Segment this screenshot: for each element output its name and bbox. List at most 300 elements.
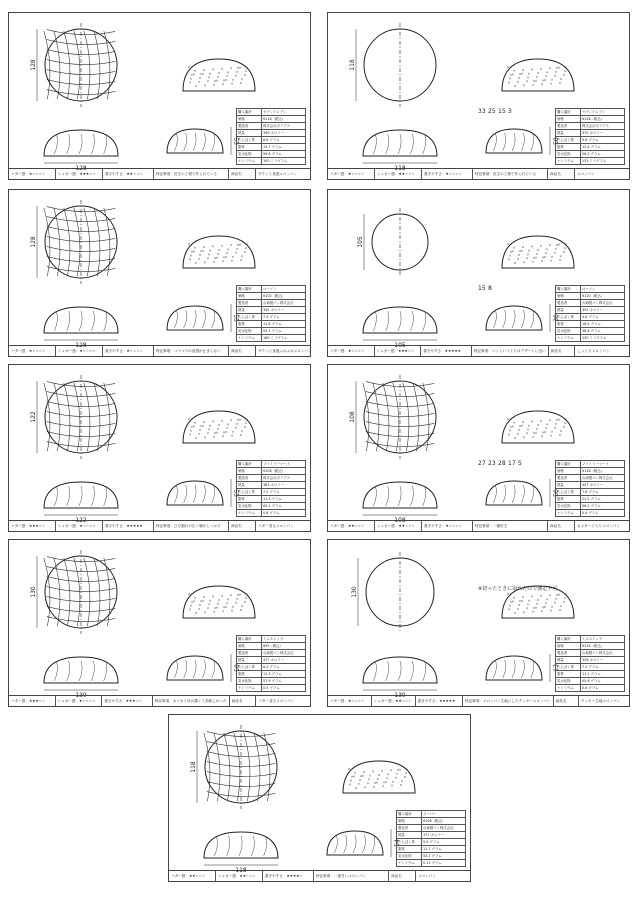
sugar-rating: シュガー感：★★☆☆☆ [375, 521, 422, 531]
spec-row [237, 671, 306, 678]
spec-label: ナトリウム [556, 158, 581, 165]
spec-label: 購入場所 [237, 109, 262, 116]
measurement-note: ※切ったときに崩れたので測定不可 [478, 586, 558, 592]
rating-footer [9, 695, 310, 706]
dim-side-vertical: 30 [553, 314, 560, 322]
spec-label: 炭水化物 [237, 678, 262, 685]
top-view-drawing [204, 731, 277, 803]
spec-label: 脂質 [556, 144, 581, 151]
spec-row [237, 314, 306, 321]
spec-sheet-8 [327, 539, 630, 707]
spec-value: 山崎製パン株式会社 [262, 300, 306, 307]
side-view-drawing [183, 586, 255, 618]
spec-value: ¥108（税込） [422, 818, 466, 825]
spec-value: ファミリーマート [262, 461, 306, 468]
spec-label: たんぱく質 [237, 137, 262, 144]
remark-text: 特記事項：カリカリ皮の濃くて美味しかった [153, 696, 230, 706]
butter-rating: バター感：★☆☆☆☆ [328, 346, 375, 356]
spec-row [237, 657, 306, 664]
spec-value: ¥120（税込） [581, 293, 625, 300]
spec-sheet-4 [327, 189, 630, 357]
spec-row [237, 151, 306, 158]
spec-row [556, 151, 625, 158]
spec-row [237, 643, 306, 650]
spec-row [237, 475, 306, 482]
dim-side-vertical: 55 [234, 489, 241, 497]
spec-value: 4.8 グラム [581, 314, 625, 321]
dim-bottom-horizontal: 108 [394, 517, 406, 524]
spec-label: 熱量 [237, 130, 262, 137]
top-view-drawing [44, 556, 117, 628]
spec-label: 購入場所 [397, 811, 422, 818]
product-label: 商品名 [230, 696, 257, 706]
cross-view-drawing [486, 306, 542, 330]
spec-row [237, 503, 306, 510]
spec-label: 製造者 [556, 475, 581, 482]
dim-bottom-horizontal: 128 [75, 165, 87, 172]
spec-value: 328 カロリー [581, 657, 625, 664]
spec-value: 18.4 グラム [581, 321, 625, 328]
spec-value: 45.6 グラム [581, 678, 625, 685]
spec-value: 11.7 グラム [422, 846, 466, 853]
spec-label: 脂質 [237, 321, 262, 328]
dim-extra: 3 [508, 108, 512, 115]
spec-sheet-9 [168, 714, 471, 882]
spec-row [397, 818, 466, 825]
spec-value: 山崎製パン株式会社 [581, 300, 625, 307]
side-view-drawing [343, 761, 415, 793]
product-name: サクッと食感ふかふかメロンパン [258, 349, 312, 353]
spec-row [556, 307, 625, 314]
spec-label: 炭水化物 [556, 151, 581, 158]
spec-row [397, 860, 466, 867]
spec-value: ¥118（税込） [262, 116, 306, 123]
butter-rating: バター感：★★☆☆☆ [328, 521, 375, 531]
spec-row [237, 461, 306, 468]
spec-label: 炭水化物 [556, 678, 581, 685]
spec-row [556, 130, 625, 137]
bottom-view-drawing [44, 307, 118, 333]
spec-row [237, 636, 306, 643]
dim-extra: 17 [508, 460, 516, 467]
spec-value: 57.9 グラム [262, 678, 306, 685]
spec-value: 11.6 グラム [262, 321, 306, 328]
spec-row [237, 137, 306, 144]
spec-value: 8.2 グラム [262, 664, 306, 671]
spec-value: 7.6 グラム [581, 489, 625, 496]
product-name: バター香るメロンパン [258, 699, 295, 703]
spec-label: ナトリウム [556, 685, 581, 692]
spec-label: 熱量 [556, 130, 581, 137]
spec-value: 38.4 グラム [581, 328, 625, 335]
spec-label: 価格 [237, 293, 262, 300]
dim-top-vertical: 128 [30, 236, 37, 248]
product-label: 商品名 [229, 169, 256, 179]
ease-rating: 書きやすさ：★★★★☆ [263, 871, 314, 881]
spec-row [397, 853, 466, 860]
spec-sheet-5 [8, 364, 311, 532]
product-label: 商品名 [549, 346, 576, 356]
spec-label: 購入場所 [556, 109, 581, 116]
remark-text: 特記事項：ひび割れの広い層がしっかり [154, 521, 229, 531]
spec-value: 56.2 グラム [581, 503, 625, 510]
spec-table [236, 635, 306, 692]
spec-row [397, 811, 466, 818]
spec-label: たんぱく質 [556, 489, 581, 496]
spec-row [556, 335, 625, 342]
dim-bottom-horizontal: 130 [394, 692, 406, 699]
spec-row [556, 109, 625, 116]
spec-row [237, 321, 306, 328]
spec-value: 53.3 グラム [262, 328, 306, 335]
spec-label: 製造者 [556, 650, 581, 657]
product-label: 商品名 [548, 169, 575, 179]
spec-value: ファミリーマート [581, 461, 625, 468]
spec-label: 熱量 [556, 657, 581, 664]
product-name: メロンパン [577, 172, 595, 176]
ease-rating: 書きやすさ：★★★★★ [103, 521, 154, 531]
product-name: カスタード入りメロンパン [577, 524, 620, 528]
dim-side-vertical: 13 [553, 664, 560, 672]
spec-value: 63.1 グラム [262, 503, 306, 510]
side-view-drawing [183, 411, 255, 443]
butter-rating: バター感：★★★☆☆ [9, 696, 56, 706]
dim-bottom-horizontal: 118 [394, 165, 406, 172]
dim-top-vertical: 118 [349, 59, 356, 71]
spec-row [237, 650, 306, 657]
spec-value: ¥128（税込） [581, 116, 625, 123]
spec-value: 370 カロリー [581, 130, 625, 137]
spec-label: 価格 [237, 468, 262, 475]
spec-row [237, 468, 306, 475]
product-label: 商品名 [548, 521, 575, 531]
ease-rating: 書きやすさ：★★☆☆☆ [103, 169, 154, 179]
spec-row [556, 158, 625, 165]
butter-rating: バター感：★☆☆☆☆ [328, 169, 375, 179]
spec-value: セブンイレブン [581, 109, 625, 116]
spec-label: 製造者 [397, 825, 422, 832]
cross-view-drawing [167, 306, 223, 330]
sugar-rating: シュガー感：★★★☆☆ [375, 346, 422, 356]
spec-table [236, 460, 306, 517]
dim-side-vertical: 58 [553, 137, 560, 145]
spec-table [236, 108, 306, 165]
ease-rating: 書きやすさ：★★★★★ [416, 696, 463, 706]
spec-label: たんぱく質 [237, 314, 262, 321]
butter-rating: バター感：★★☆☆☆ [169, 871, 216, 881]
dim-top-vertical: 130 [30, 586, 37, 598]
dim-side-vertical: 50 [234, 664, 241, 672]
spec-value: 株式会社ポリアス [262, 475, 306, 482]
spec-label: 購入場所 [556, 636, 581, 643]
spec-label: 購入場所 [556, 461, 581, 468]
spec-row [556, 116, 625, 123]
spec-value: 11.3 グラム [262, 671, 306, 678]
spec-value: ローソン [262, 286, 306, 293]
cross-view-drawing [327, 831, 383, 855]
spec-value: ¥102（税込） [262, 293, 306, 300]
spec-row [556, 510, 625, 517]
dim-extra: 27 [478, 460, 486, 467]
spec-value: 11.3 グラム [262, 496, 306, 503]
spec-row [556, 293, 625, 300]
spec-row [556, 321, 625, 328]
ease-rating: 書きやすさ：★☆☆☆☆ [422, 169, 473, 179]
spec-value: 株式会社ポリアス [262, 123, 306, 130]
spec-value: ¥128（税込） [581, 468, 625, 475]
bottom-view-drawing [363, 307, 437, 333]
spec-value: 399 カロリー [262, 130, 306, 137]
dim-side-vertical: 55 [234, 137, 241, 145]
spec-label: 炭水化物 [556, 328, 581, 335]
spec-value: 0.4 グラム [581, 510, 625, 517]
spec-label: 脂質 [556, 671, 581, 678]
product-label: 商品名 [229, 521, 256, 531]
spec-label: 熱量 [237, 482, 262, 489]
spec-value: 130 ミリグラム [581, 335, 625, 342]
spec-value: 352 カロリー [581, 307, 625, 314]
spec-label: 熱量 [237, 657, 262, 664]
spec-label: たんぱく質 [556, 664, 581, 671]
spec-label: ナトリウム [556, 510, 581, 517]
ease-rating: 書きやすさ：★★★★★ [421, 346, 472, 356]
spec-label: 脂質 [556, 321, 581, 328]
spec-label: ナトリウム [556, 335, 581, 342]
dim-top-vertical: 118 [190, 761, 197, 773]
spec-row [556, 482, 625, 489]
spec-value: 9.6 グラム [581, 137, 625, 144]
product-label: 商品名 [554, 696, 579, 706]
dim-top-vertical: 128 [30, 59, 37, 71]
bottom-view-drawing [44, 657, 118, 683]
bottom-view-drawing [44, 482, 118, 508]
spec-label: 炭水化物 [237, 328, 262, 335]
cross-view-drawing [167, 129, 223, 153]
side-view-drawing [502, 236, 574, 268]
rating-footer [9, 345, 310, 356]
spec-row [556, 636, 625, 643]
spec-row [237, 482, 306, 489]
spec-row [237, 489, 306, 496]
top-view-drawing [44, 381, 117, 453]
spec-label: 製造者 [556, 123, 581, 130]
rating-footer [9, 520, 310, 531]
spec-label: 製造者 [237, 650, 262, 657]
spec-value: 53.2 グラム [422, 853, 466, 860]
spec-label: ナトリウム [397, 860, 422, 867]
spec-row [237, 300, 306, 307]
side-view-drawing [502, 59, 574, 91]
spec-row [556, 671, 625, 678]
spec-row [237, 335, 306, 342]
dim-side-vertical: 50 [553, 489, 560, 497]
spec-row [237, 307, 306, 314]
spec-label: 熱量 [237, 307, 262, 314]
remark-text: 特記事項：一番甘いメロンパン [314, 871, 389, 881]
spec-row [556, 496, 625, 503]
spec-row [556, 503, 625, 510]
product-label: 商品名 [389, 871, 416, 881]
spec-label: 購入場所 [237, 636, 262, 643]
spec-row [556, 314, 625, 321]
spec-label: 価格 [397, 818, 422, 825]
cross-view-drawing [486, 129, 542, 153]
spec-value: 0.6 グラム [262, 510, 306, 517]
spec-label: たんぱく質 [237, 664, 262, 671]
dim-extra: 33 [478, 108, 486, 115]
dim-extra: 25 [488, 108, 496, 115]
spec-label: たんぱく質 [556, 137, 581, 144]
dim-extra: 8 [488, 285, 492, 292]
spec-table [555, 460, 625, 517]
remark-text: 特記事項：パンというよりはデザートに近い [472, 346, 549, 356]
spec-row [397, 839, 466, 846]
spec-label: 脂質 [237, 671, 262, 678]
spec-label: 熱量 [556, 307, 581, 314]
spec-sheet-2 [327, 12, 630, 180]
bottom-view-drawing [363, 130, 437, 156]
cross-view-drawing [167, 481, 223, 505]
spec-label: 炭水化物 [397, 853, 422, 860]
sugar-rating: シュガー感：★★☆☆☆ [372, 696, 416, 706]
spec-value: 100 ミリグラム [262, 158, 306, 165]
spec-value: 12.4 グラム [581, 144, 625, 151]
spec-label: 炭水化物 [237, 503, 262, 510]
butter-rating: バター感：★☆☆☆☆ [328, 696, 372, 706]
spec-label: たんぱく質 [397, 839, 422, 846]
dim-extra: 15 [478, 285, 486, 292]
dim-top-vertical: 108 [349, 411, 356, 423]
spec-label: 価格 [556, 116, 581, 123]
spec-value: 59.8 グラム [262, 151, 306, 158]
spec-value: 447 カロリー [581, 482, 625, 489]
dim-side-vertical: 55 [234, 314, 241, 322]
spec-value: 7.2 グラム [262, 489, 306, 496]
spec-value: 山崎製パン株式会社 [581, 475, 625, 482]
spec-label: 脂質 [556, 496, 581, 503]
spec-value: ミニストップ [581, 636, 625, 643]
spec-row [556, 643, 625, 650]
spec-label: ナトリウム [237, 335, 262, 342]
dim-top-vertical: 105 [357, 236, 364, 248]
spec-label: ナトリウム [237, 510, 262, 517]
spec-value: 13.7 グラム [262, 144, 306, 151]
spec-value: 0.13 グラム [422, 860, 466, 867]
spec-value: 株式会社ポリアス [581, 123, 625, 130]
spec-value: 383 カロリー [262, 482, 306, 489]
spec-value: 0.5 グラム [262, 685, 306, 692]
spec-label: 脂質 [237, 496, 262, 503]
ease-rating: 書きやすさ：★☆☆☆☆ [103, 346, 154, 356]
spec-table [555, 108, 625, 165]
spec-row [237, 130, 306, 137]
spec-table [396, 810, 466, 867]
dim-bottom-horizontal: 128 [75, 342, 87, 349]
spec-row [556, 468, 625, 475]
spec-row [237, 123, 306, 130]
spec-value: 山崎製パン株式会社 [581, 650, 625, 657]
ease-rating: 書きやすさ：★☆☆☆☆ [422, 521, 473, 531]
rating-footer [328, 345, 629, 356]
spec-sheet-1 [8, 12, 311, 180]
dim-extra: 15 [498, 108, 506, 115]
spec-label: たんぱく質 [237, 489, 262, 496]
spec-sheet-3 [8, 189, 311, 357]
product-name: クッキー生地メロンパン [580, 699, 621, 703]
spec-label: 価格 [556, 468, 581, 475]
top-view-drawing [44, 206, 117, 278]
spec-label: 製造者 [237, 300, 262, 307]
product-name: メロンパン [418, 874, 436, 878]
spec-label: 価格 [556, 293, 581, 300]
spec-row [556, 664, 625, 671]
spec-label: 製造者 [556, 300, 581, 307]
butter-rating: バター感：★★★☆☆ [9, 521, 56, 531]
rating-footer [9, 168, 310, 179]
spec-value: 山崎製パン株式会社 [422, 825, 466, 832]
spec-value: 377 カロリー [422, 832, 466, 839]
product-name: バター香るメロンパン [258, 524, 294, 528]
spec-label: 脂質 [397, 846, 422, 853]
bottom-view-drawing [44, 130, 118, 156]
spec-label: 熱量 [397, 832, 422, 839]
remark-text: 特記事項：一番好き [473, 521, 548, 531]
spec-row [556, 685, 625, 692]
remark-text: 特記事項：皮生の工程で作られている [473, 169, 548, 179]
spec-value: セブンイレブン [262, 109, 306, 116]
spec-label: 価格 [237, 643, 262, 650]
spec-row [237, 158, 306, 165]
dim-side-vertical: 54 [394, 839, 401, 847]
side-view-drawing [183, 59, 255, 91]
side-view-drawing [183, 236, 255, 268]
spec-row [556, 461, 625, 468]
dim-bottom-horizontal: 130 [75, 692, 87, 699]
butter-rating: バター感：★☆☆☆☆ [9, 169, 56, 179]
spec-value: 56.2 グラム [581, 151, 625, 158]
spec-row [556, 678, 625, 685]
dim-extra: 28 [498, 460, 506, 467]
sugar-rating: シュガー感：★☆☆☆☆ [56, 521, 103, 531]
spec-value: 377 カロリー [262, 657, 306, 664]
spec-sheet-7 [8, 539, 311, 707]
spec-row [556, 137, 625, 144]
spec-label: 購入場所 [237, 286, 262, 293]
remark-text: 特記事項：メロンパン生地にしたクッキーメロンパン [463, 696, 554, 706]
dim-extra: 23 [488, 460, 496, 467]
spec-row [556, 328, 625, 335]
spec-value: 7.3 グラム [262, 314, 306, 321]
spec-value: 0.6 グラム [581, 685, 625, 692]
spec-row [237, 496, 306, 503]
dim-top-vertical: 122 [30, 411, 37, 423]
spec-label: たんぱく質 [556, 314, 581, 321]
spec-value: ¥135（税込） [581, 643, 625, 650]
sugar-rating: シュガー感：★☆☆☆☆ [56, 346, 103, 356]
spec-value: 180 ミリグラム [262, 335, 306, 342]
spec-sheet-6 [327, 364, 630, 532]
spec-row [237, 293, 306, 300]
spec-value: 21.2 グラム [581, 496, 625, 503]
spec-row [237, 685, 306, 692]
cross-view-drawing [486, 481, 542, 505]
rating-footer [328, 520, 629, 531]
spec-value: 11.1 グラム [581, 671, 625, 678]
top-view-drawing [44, 29, 117, 101]
spec-label: 購入場所 [556, 286, 581, 293]
top-view-drawing [363, 381, 436, 453]
spec-table [555, 635, 625, 692]
